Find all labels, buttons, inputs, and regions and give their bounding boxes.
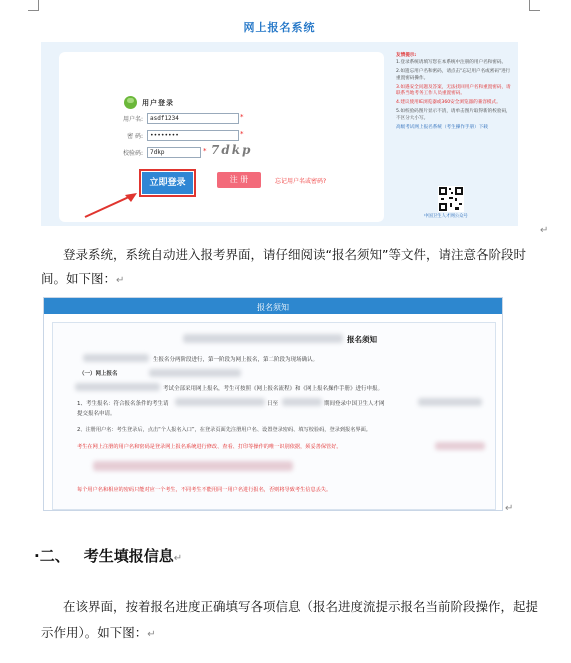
tip-item: 5.如校验码图片显示不清，请单击图片取得新的校验码，不区分大小写。 [396, 109, 511, 121]
tip-item: 4.建议使用IE浏览器或360安全浏览器的兼容模式。 [396, 100, 501, 106]
notice-line-b2: 日至 [267, 401, 279, 407]
captcha-input[interactable]: 7dkp [147, 147, 201, 158]
paragraph-1-line-2: 间。如下图： [41, 271, 117, 286]
system-header [41, 10, 518, 42]
redacted-block [282, 398, 322, 406]
notice-red-line-1: 考生在网上注册的用户名和密码是登录网上报名系统进行修改、查看、打印等操作的唯一识别依据，须妥善保管好。 [77, 444, 342, 450]
username-input[interactable]: asdf1234 [147, 113, 239, 124]
redacted-block [418, 398, 482, 406]
password-input[interactable]: •••••••• [147, 130, 239, 141]
tip-item: 3.如遇安全问题及答案，无法找回用户名和重置密码，请联系当地考务工作人员重置密码。 [396, 84, 511, 97]
forgot-password-link[interactable]: 忘记用户名或密码? [275, 178, 327, 185]
login-card [59, 52, 384, 222]
notice-bar-title: 报名须知 [257, 303, 289, 312]
notice-document[interactable] [52, 322, 496, 510]
redacted-block [149, 369, 241, 377]
paragraph-1-line-2-wrap [41, 268, 124, 287]
user-icon [124, 96, 137, 109]
paragraph-return-mark: ↵ [540, 225, 549, 236]
paragraph-return-mark: ↵ [116, 275, 125, 286]
notice-screenshot [43, 297, 503, 511]
paragraph-2-line-2-wrap [41, 622, 156, 641]
redacted-block [183, 334, 343, 343]
redacted-block [75, 383, 160, 391]
redacted-block [83, 354, 149, 362]
tips-panel [396, 53, 514, 223]
qr-caption: 中国卫生人才网公众号 [424, 214, 468, 219]
tip-item: 2.如遗忘用户名和密码，请点击"忘记用户名或密码"进行重置密码操作。 [396, 69, 511, 81]
notice-doc-title: 报名须知 [347, 335, 377, 344]
paragraph-return-mark: ↵ [505, 503, 514, 514]
system-title: 网上报名系统 [243, 21, 316, 34]
notice-line-c: 2、注册用户名：考生登录后，点击“个人报名入口”，在登录页面先注册用户名、设置登录密码、填写校验码，登录到报名界面。 [77, 427, 371, 433]
notice-line-b3: 期间登录中国卫生人才网 [324, 401, 385, 407]
heading-bullet: · [34, 547, 40, 565]
notice-section-1: （一）网上报名 [79, 371, 118, 377]
notice-red-line-2: 每个用户名和相应的密码只能对应一个考生，不同考生不能用同一用户名进行报名，否则将导致考生信息丢失。 [77, 487, 332, 493]
annotation-arrow [81, 190, 141, 220]
notice-title-bar [44, 298, 502, 314]
notice-line-a: 考试全部采用网上报名，考生可按照《网上报名流程》和《网上报名操作手册》进行申报。 [163, 386, 384, 392]
login-button[interactable]: 立即登录 [139, 169, 196, 197]
notice-line-b4: 提交报名申请。 [77, 411, 116, 417]
heading-number: 二、 [39, 547, 70, 565]
qr-code-image [438, 186, 464, 212]
login-heading: 用户登录 [142, 99, 174, 107]
paragraph-return-mark: ↵ [173, 553, 183, 564]
paragraph-return-mark: ↵ [147, 629, 156, 640]
captcha-image[interactable]: 7dkp [211, 143, 253, 157]
redacted-block [93, 461, 293, 471]
register-button[interactable]: 注 册 [217, 172, 261, 188]
username-label: 用户名: [122, 116, 143, 123]
required-star: * [203, 147, 207, 155]
notice-line-b1: 1、考生报名：符合报名条件的考生请 [77, 401, 169, 407]
tip-item: 1.登录系统请填写您在本系统中注册的用户名和密码。 [396, 60, 507, 66]
tips-title: 友情提示: [396, 53, 417, 58]
section-heading [34, 545, 182, 566]
required-star: * [240, 113, 244, 121]
redacted-block [435, 442, 485, 450]
login-screenshot [41, 10, 518, 226]
required-star: * [240, 130, 244, 138]
paragraph-1-line-1: 登录系统，系统自动进入报考界面，请仔细阅读“报名须知”等文件，请注意各阶段时 [63, 247, 526, 262]
manual-download-link[interactable]: 高级考试网上报名系统（考生操作手册）下载 [396, 124, 488, 130]
paragraph-2-line-2: 示作用）。如下图： [41, 625, 148, 640]
captcha-label: 校验码: [122, 150, 143, 157]
crop-mark-top-left [28, 0, 39, 11]
paragraph-2-line-1: 在该界面，按着报名进度正确填写各项信息（报名进度流提示报名当前阶段操作，起提 [63, 599, 539, 614]
password-label: 密 码: [127, 133, 143, 140]
crop-mark-top-right [529, 0, 540, 11]
redacted-block [175, 398, 265, 406]
notice-intro: 生报名分两阶段进行，第一阶段为网上报名，第二阶段为现场确认。 [153, 357, 319, 363]
heading-title: 考生填报信息 [83, 547, 174, 565]
